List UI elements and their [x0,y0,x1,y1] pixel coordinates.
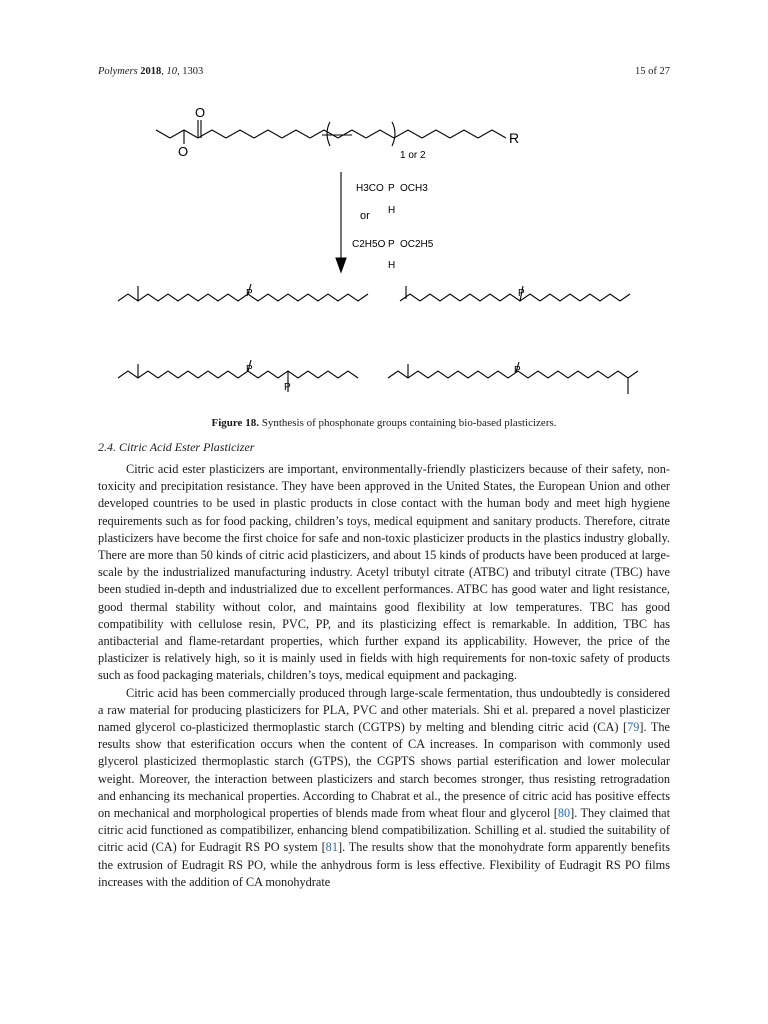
page-header [98,66,670,80]
carbonyl-oxygen-label: O [195,105,206,120]
figure-label: Figure 18. [211,417,259,429]
body-text [98,461,670,891]
citation-link[interactable]: 81 [325,840,338,855]
citation-link[interactable]: 79 [627,720,640,735]
reagent-diethyl-p: P [388,239,395,250]
journal-year: 2018 [140,66,162,77]
product-3-p: P [246,364,253,375]
paragraph-text: Citric acid has been commercially produced through large-scale fermentation, thus undoubtedly is considered a raw material for producing plasticizers for PLA, PVC and other materials. Shi et al. prepared a novel plasticizer named glycerol co-plasticized thermoplastic starch (CGTPS) by melting and blending citric acid (CA) [ [98,685,670,735]
repeat-unit-label: 1 or 2 [400,150,426,161]
reaction-scheme [98,96,670,414]
paragraph-2 [98,685,670,891]
paragraph-text: ]. The results show that the monohydrate form apparently benefits the extrusion of Eudragit RS PO, while the anhydrous form is less effective. Flexibility of Eudragit RS PO films increases with the addition of CA monohydrate [98,840,670,889]
reagent-or-text: or [360,210,370,222]
paragraph-text: ]. The results show that esterification occurs when the content of CA increases. In comparison with commonly used glycerol plasticized thermoplastic starch (GTPS), the CGPTS shows partial esterification and lower molecular weight. Moreover, the interaction between plasticizers and starch becomes stronger, thus resisting retrogradation and enhancing its mechanical properties. According to Chabrat et al., the presence of citric acid has positive effects on mechanical and morphological properties of blends made from wheat flour and glycerol [ [98,720,670,821]
reagent-dimethyl-left: H3CO [356,183,384,194]
reagent-diethyl-right: OC2H5 [400,239,434,250]
paragraph-text: Citric acid ester plasticizers are important, environmentally-friendly plasticizers because of their safety, non-toxicity and precipitation resistance. They have been approved in the United States, the European Union and other developed countries to be used in plastic products in close contact with the human body and meet high hygiene requirements such as for food packing, children’s toys, medical equipment and sanitary products. Therefore, citrate plasticizers have become the first choice for safe and non-toxic plasticizer products in the plastics industry globally. There are more than 50 kinds of citric acid plasticizers, and about 15 kinds of products have been produced at large-scale by the industrialized manufacturing industry. Acetyl tributyl citrate (ATBC) and tributyl citrate (TBC) have been studied in-depth and industrialized due to excellent performances. ATBC has good water and light resistance, good thermal stability without color, and maintains good flexibility at low temperatures. TBC has good compatibility with cellulose resin, PVC, PP, and its plasticizing effect is remarkable. In addition, TBC has antibacterial and flame-retardant properties, which further expand its applicability. However, the price of the plasticizer is relatively high, so it is mainly used in fields with high requirements for non-toxic safety of products such as food packaging materials, children’s toys, medical equipment and packaging. [98,462,670,683]
paragraph-1 [98,461,670,685]
reagent-dimethyl-p: P [388,183,395,194]
citation-link[interactable]: 80 [557,806,571,821]
paragraph-text: ]. They claimed that citric acid functioned as compatibilizer, enhancing blend compatibilization. Schilling et al. studied the suitability of citric acid (CA) for Eudragit RS PO system [ [98,806,671,855]
figure-caption [98,417,670,429]
section-heading [98,440,254,455]
reagent-dimethyl-right: OCH3 [400,183,428,194]
reagent-diethyl-left: C2H5O [352,239,386,250]
article-number: , 1303 [177,66,204,77]
figure-caption-text: Synthesis of phosphonate groups containing bio-based plasticizers. [258,417,557,429]
r-group-label: R [509,130,520,146]
product-2-p: P [518,288,525,299]
ester-oxygen-label: O [178,144,189,159]
journal-citation: Polymers 2018, 10, 1303 [98,66,204,77]
journal-name: Polymers [98,66,138,77]
product-3-p2: P [284,382,291,393]
page-number: 15 of 27 [635,66,670,77]
section-number: 2.4. [98,440,116,454]
reagent-diethyl-h: H [388,260,396,271]
journal-volume: 10 [166,66,178,77]
product-1-p: P [246,288,253,299]
reagent-dimethyl-h: H [388,205,396,216]
product-4-p: P [514,365,521,376]
section-title: Citric Acid Ester Plasticizer [119,440,255,454]
